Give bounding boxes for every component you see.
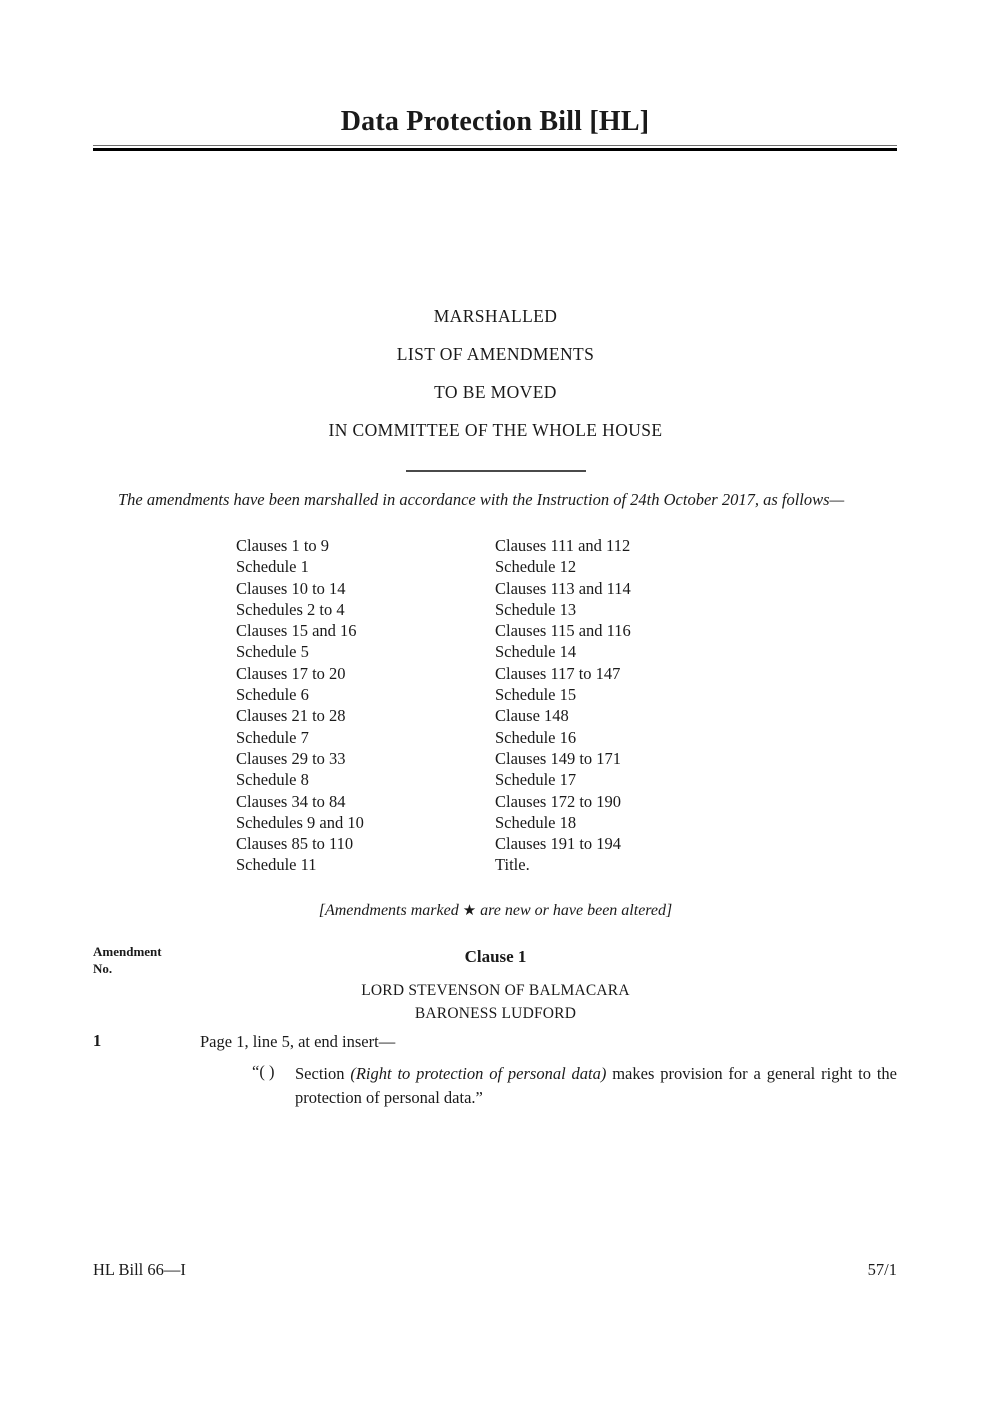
- marshalling-column-right: [495, 535, 631, 876]
- marshalling-item: Schedule 18: [495, 812, 577, 832]
- amendment-no-label-line1: Amendment: [93, 944, 162, 959]
- heading-list-of-amendments: LIST OF AMENDMENTS: [396, 344, 595, 364]
- amendment-text-italic: (Right to protection of personal data): [350, 1064, 607, 1083]
- amendment-text-pre: Section: [295, 1064, 351, 1083]
- marshalling-item: Clauses 115 and 116: [495, 621, 631, 641]
- heading-committee: IN COMMITTEE OF THE WHOLE HOUSE: [328, 420, 663, 440]
- marshalled-headings: [0, 306, 991, 458]
- marshalling-item: Clauses 149 to 171: [495, 748, 622, 768]
- marshalling-item: Clauses 17 to 20: [236, 663, 346, 683]
- marshalling-item: Title.: [495, 855, 530, 875]
- marshalling-item: Clauses 85 to 110: [236, 834, 354, 854]
- marshalling-item: Clause 148: [495, 706, 569, 726]
- heading-to-be-moved: TO BE MOVED: [434, 382, 557, 402]
- marshalling-item: Clauses 1 to 9: [236, 536, 330, 555]
- amendment-number: 1: [93, 1031, 102, 1050]
- marshalling-item: Clauses 113 and 114: [495, 578, 631, 598]
- marshalling-item: Schedule 12: [495, 557, 577, 577]
- marshalling-item: Clauses 21 to 28: [236, 706, 346, 726]
- star-note: [0, 901, 991, 920]
- marshalling-item: Schedules 9 and 10: [236, 812, 364, 832]
- marshalling-item: Schedule 7: [236, 727, 309, 747]
- clause-heading: Clause 1: [464, 947, 527, 966]
- marshalling-item: Schedule 13: [495, 599, 577, 619]
- marshalling-item: Clauses 10 to 14: [236, 578, 346, 598]
- marshalling-item: Schedule 15: [495, 685, 577, 705]
- marshalling-item: Clauses 172 to 190: [495, 791, 622, 811]
- sponsor-name: BARONESS LUDFORD: [414, 1005, 577, 1022]
- marshalling-item: Clauses 111 and 112: [495, 536, 631, 555]
- amendment-quote: [252, 1062, 897, 1110]
- amendment-text: [295, 1062, 897, 1110]
- star-note-post: are new or have been altered]: [476, 902, 673, 919]
- quote-marker: “( ): [252, 1062, 275, 1081]
- page-footer: [93, 1260, 897, 1280]
- amendment-no-label-line2: No.: [93, 960, 113, 976]
- amendment-instruction: Page 1, line 5, at end insert—: [200, 1032, 396, 1051]
- footer-page-ref: 57/1: [867, 1260, 897, 1279]
- section-divider-rule: [406, 470, 586, 472]
- marshalling-item: Schedule 14: [495, 642, 577, 662]
- star-icon: ★: [462, 903, 477, 919]
- marshalling-item: Schedule 11: [236, 855, 317, 875]
- amendment-entry: [93, 1031, 897, 1110]
- marshalling-item: Clauses 29 to 33: [236, 748, 346, 768]
- marshalling-item: Schedules 2 to 4: [236, 599, 345, 619]
- sponsor-name: LORD STEVENSON OF BALMACARA: [361, 982, 630, 999]
- marshalling-item: Clauses 15 and 16: [236, 621, 357, 641]
- marshalling-item: Schedule 1: [236, 557, 309, 577]
- amendment-text-post: makes provision for a general right to the protection of personal data.”: [295, 1064, 897, 1107]
- marshalling-item: Schedule 8: [236, 770, 309, 790]
- marshalling-item: Schedule 5: [236, 642, 309, 662]
- marshalling-item: Clauses 34 to 84: [236, 791, 346, 811]
- intro-paragraph: The amendments have been marshalled in accordance with the Instruction of 24th October 2017, as follows—: [118, 490, 845, 509]
- marshalling-item: Schedule 17: [495, 770, 577, 790]
- marshalling-column-left: [236, 535, 495, 876]
- bill-title: Data Protection Bill [HL]: [340, 106, 650, 137]
- marshalling-item: Clauses 117 to 147: [495, 663, 621, 683]
- sponsor-list: [0, 979, 991, 1025]
- heading-marshalled: MARSHALLED: [433, 306, 558, 326]
- title-rule: [93, 145, 897, 151]
- marshalling-item: Schedule 16: [495, 727, 577, 747]
- marshalling-list: [236, 535, 631, 876]
- star-note-pre: [Amendments marked: [318, 902, 463, 919]
- marshalling-item: Clauses 191 to 194: [495, 834, 622, 854]
- footer-bill-number: HL Bill 66—I: [93, 1260, 186, 1279]
- marshalling-item: Schedule 6: [236, 685, 309, 705]
